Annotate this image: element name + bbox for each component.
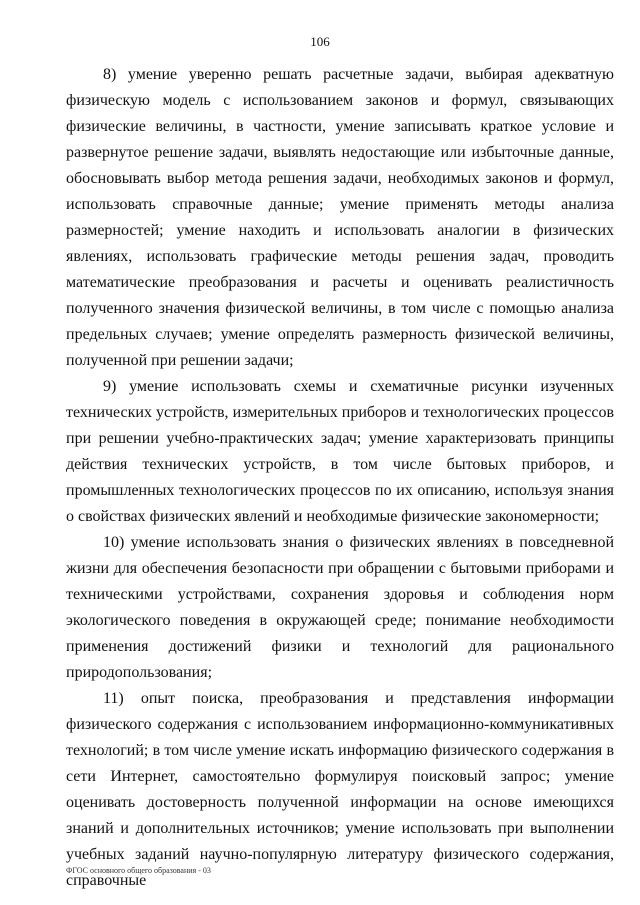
body-text: [66, 62, 614, 894]
paragraph-item-10: 10) умение использовать знания о физических явлениях в повседневной жизни для обеспечения безопасности при обращении с бытовыми приборами и техническими устройствами, сохранения здоровья и соблюдения норм экологического поведения в окружающей среде; понимание необходимости применения достижений физики и технологий для рационального природопользования;: [66, 534, 614, 681]
paragraph-item-11: 11) опыт поиска, преобразования и представления информации физического содержания с использованием информационно-коммуникативных технологий; в том числе умение искать информацию физического содержания в сети Интернет, самостоятельно формулируя поисковый запрос; умение оценивать достоверность полученной информации на основе имеющихся знаний и дополнительных источников; умение использовать при выполнении учебных заданий научно-популярную литературу физического содержания, справочные: [66, 690, 614, 889]
page-footer: ФГОС основного общего образования - 03: [66, 866, 211, 875]
page-number: 106: [310, 34, 330, 49]
paragraph-item-8: 8) умение уверенно решать расчетные задачи, выбирая адекватную физическую модель с использованием законов и формул, связывающих физические величины, в частности, умение записывать краткое условие и развернутое решение задачи, выявлять недостающие или избыточные данные, обосновывать выбор метода решения задачи, необходимых законов и формул, использовать справочные данные; умение применять методы анализа размерностей; умение находить и использовать аналогии в физических явлениях, использовать графические методы решения задач, проводить математические преобразования и расчеты и оценивать реалистичность полученного значения физической величины, в том числе с помощью анализа предельных случаев; умение определять размерность физической величины, полученной при решении задачи;: [66, 66, 614, 369]
paragraph-item-9: 9) умение использовать схемы и схематичные рисунки изученных технических устройств, измерительных приборов и технологических процессов при решении учебно-практических задач; умение характеризовать принципы действия технических устройств, в том числе бытовых приборов, и промышленных технологических процессов по их описанию, используя знания о свойствах физических явлений и необходимые физические закономерности;: [66, 378, 614, 525]
